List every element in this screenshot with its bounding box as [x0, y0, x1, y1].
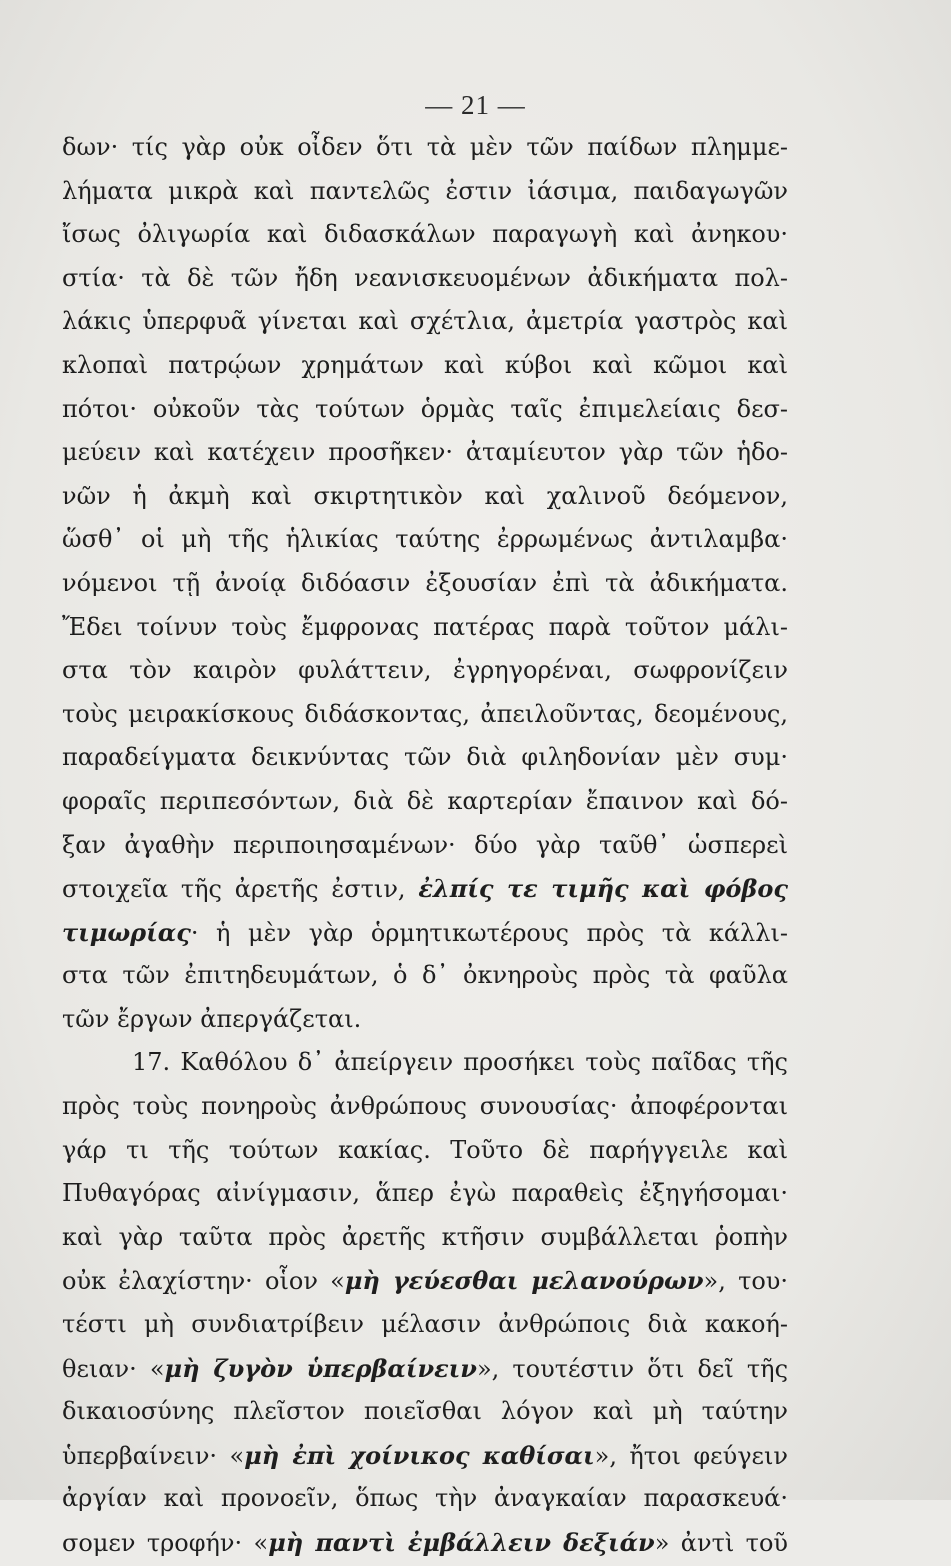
text-line: τοὺς μειρακίσκους διδάσκοντας, ἀπειλοῦντας, δεομένους, — [62, 699, 788, 728]
text-line: γάρ τι τῆς τούτων κακίας. Τοῦτο δὲ παρήγγειλε καὶ — [62, 1135, 788, 1164]
text-line: φοραῖς περιπεσόντων, διὰ δὲ καρτερίαν ἔπαινον καὶ δό- — [62, 786, 788, 815]
text-line: ὑπερβαίνειν· «μὴ ἐπὶ χοίνικος καθίσαι», ἤτοι φεύγειν — [62, 1440, 788, 1470]
text-line: στα τῶν ἐπιτηδευμάτων, ὁ δ᾽ ὀκνηροὺς πρὸς τὰ φαῦλα — [62, 961, 788, 990]
text-line: Ἔδει τοίνυν τοὺς ἔμφρονας πατέρας παρὰ τοῦτον μάλι- — [62, 612, 788, 641]
text-line: οὐκ ἐλαχίστην· οἷον «μὴ γεύεσθαι μελανούρων», του· — [62, 1266, 789, 1296]
paragraph-start: 17. Καθόλου δ᾽ ἀπείργειν προσήκει τοὺς παῖδας τῆς — [132, 1048, 788, 1077]
text-line: νόμενοι τῇ ἀνοίᾳ διδόασιν ἐξουσίαν ἐπὶ τὰ ἀδικήματα. — [62, 568, 788, 597]
text-line: λάκις ὑπερφυᾶ γίνεται καὶ σχέτλια, ἀμετρία γαστρὸς καὶ — [62, 307, 788, 336]
text-line: παραδείγματα δεικνύντας τῶν διὰ φιληδονίαν μὲν συμ· — [62, 743, 788, 772]
text-line: σομεν τροφήν· «μὴ παντὶ ἐμβάλλειν δεξιάν» ἀντὶ τοῦ — [62, 1528, 789, 1557]
text-line: νῶν ἡ ἀκμὴ καὶ σκιρτητικὸν καὶ χαλινοῦ δεόμενον, — [62, 481, 788, 510]
emphasis: ἐλπίς τε τιμῆς καὶ φόβος — [418, 874, 788, 904]
emphasis: μὴ γεύεσθαι μελανούρων — [344, 1266, 704, 1296]
text-line: ἀργίαν καὶ προνοεῖν, ὅπως τὴν ἀναγκαίαν παρασκευά· — [62, 1484, 788, 1513]
text-line: στοιχεῖα τῆς ἀρετῆς ἐστιν, ἐλπίς τε τιμῆς καὶ φόβος — [62, 874, 788, 904]
page-number: — 21 — — [425, 90, 526, 120]
emphasis: τιμωρίας — [62, 917, 191, 947]
text-line: πότοι· οὐκοῦν τὰς τούτων ὁρμὰς ταῖς ἐπιμελείαις δεσ- — [62, 394, 788, 423]
text-line: ξαν ἀγαθὴν περιποιησαμένων· δύο γὰρ ταῦθ᾽ ὡσπερεὶ — [62, 830, 788, 859]
text-line: λήματα μικρὰ καὶ παντελῶς ἐστιν ἰάσιμα, παιδαγωγῶν — [62, 176, 788, 205]
text-line: τιμωρίας· ἡ μὲν γὰρ ὁρμητικωτέρους πρὸς τὰ κάλλι- — [62, 917, 788, 947]
text-line: δικαιοσύνης πλεῖστον ποιεῖσθαι λόγον καὶ μὴ ταύτην — [62, 1397, 788, 1426]
text-line: Πυθαγόρας αἰνίγμασιν, ἅπερ ἐγὼ παραθεὶς ἐξηγήσομαι· — [62, 1179, 788, 1208]
text-line: πρὸς τοὺς πονηροὺς ἀνθρώπους συνουσίας· ἀποφέρονται — [62, 1092, 788, 1121]
body-text — [62, 126, 788, 1565]
text-line: ὥσθ᾽ οἱ μὴ τῆς ἡλικίας ταύτης ἐρρωμένως ἀντιλαμβα· — [62, 525, 788, 554]
text-line: καὶ γὰρ ταῦτα πρὸς ἀρετῆς κτῆσιν συμβάλλεται ῥοπὴν — [62, 1222, 788, 1251]
emphasis: μὴ ζυγὸν ὑπερβαίνειν — [164, 1353, 477, 1383]
text-line: τῶν ἔργων ἀπεργάζεται. — [62, 1004, 362, 1033]
text-line: στα τὸν καιρὸν φυλάττειν, ἐγρηγορέναι, σωφρονίζειν — [62, 656, 788, 685]
text-line: ἴσως ὀλιγωρία καὶ διδασκάλων παραγωγὴ καὶ ἀνηκου· — [62, 220, 788, 249]
text-line: στία· τὰ δὲ τῶν ἤδη νεανισκευομένων ἀδικήματα πολ- — [62, 263, 788, 292]
emphasis: μὴ παντὶ ἐμβάλλειν δεξιάν — [268, 1528, 655, 1557]
text-line: δων· τίς γὰρ οὐκ οἶδεν ὅτι τὰ μὲν τῶν παίδων πλημμε- — [62, 133, 788, 161]
text-line: θειαν· «μὴ ζυγὸν ὑπερβαίνειν», τουτέστιν ὅτι δεῖ τῆς — [62, 1353, 789, 1383]
emphasis: μὴ ἐπὶ χοίνικος καθίσαι — [244, 1440, 595, 1470]
text-line: τέστι μὴ συνδιατρίβειν μέλασιν ἀνθρώποις διὰ κακοή- — [62, 1310, 788, 1339]
text-line: κλοπαὶ πατρῴων χρημάτων καὶ κύβοι καὶ κῶμοι καὶ — [62, 350, 788, 379]
text-line: μεύειν καὶ κατέχειν προσῆκεν· ἀταμίευτον γὰρ τῶν ἡδο- — [62, 438, 788, 467]
